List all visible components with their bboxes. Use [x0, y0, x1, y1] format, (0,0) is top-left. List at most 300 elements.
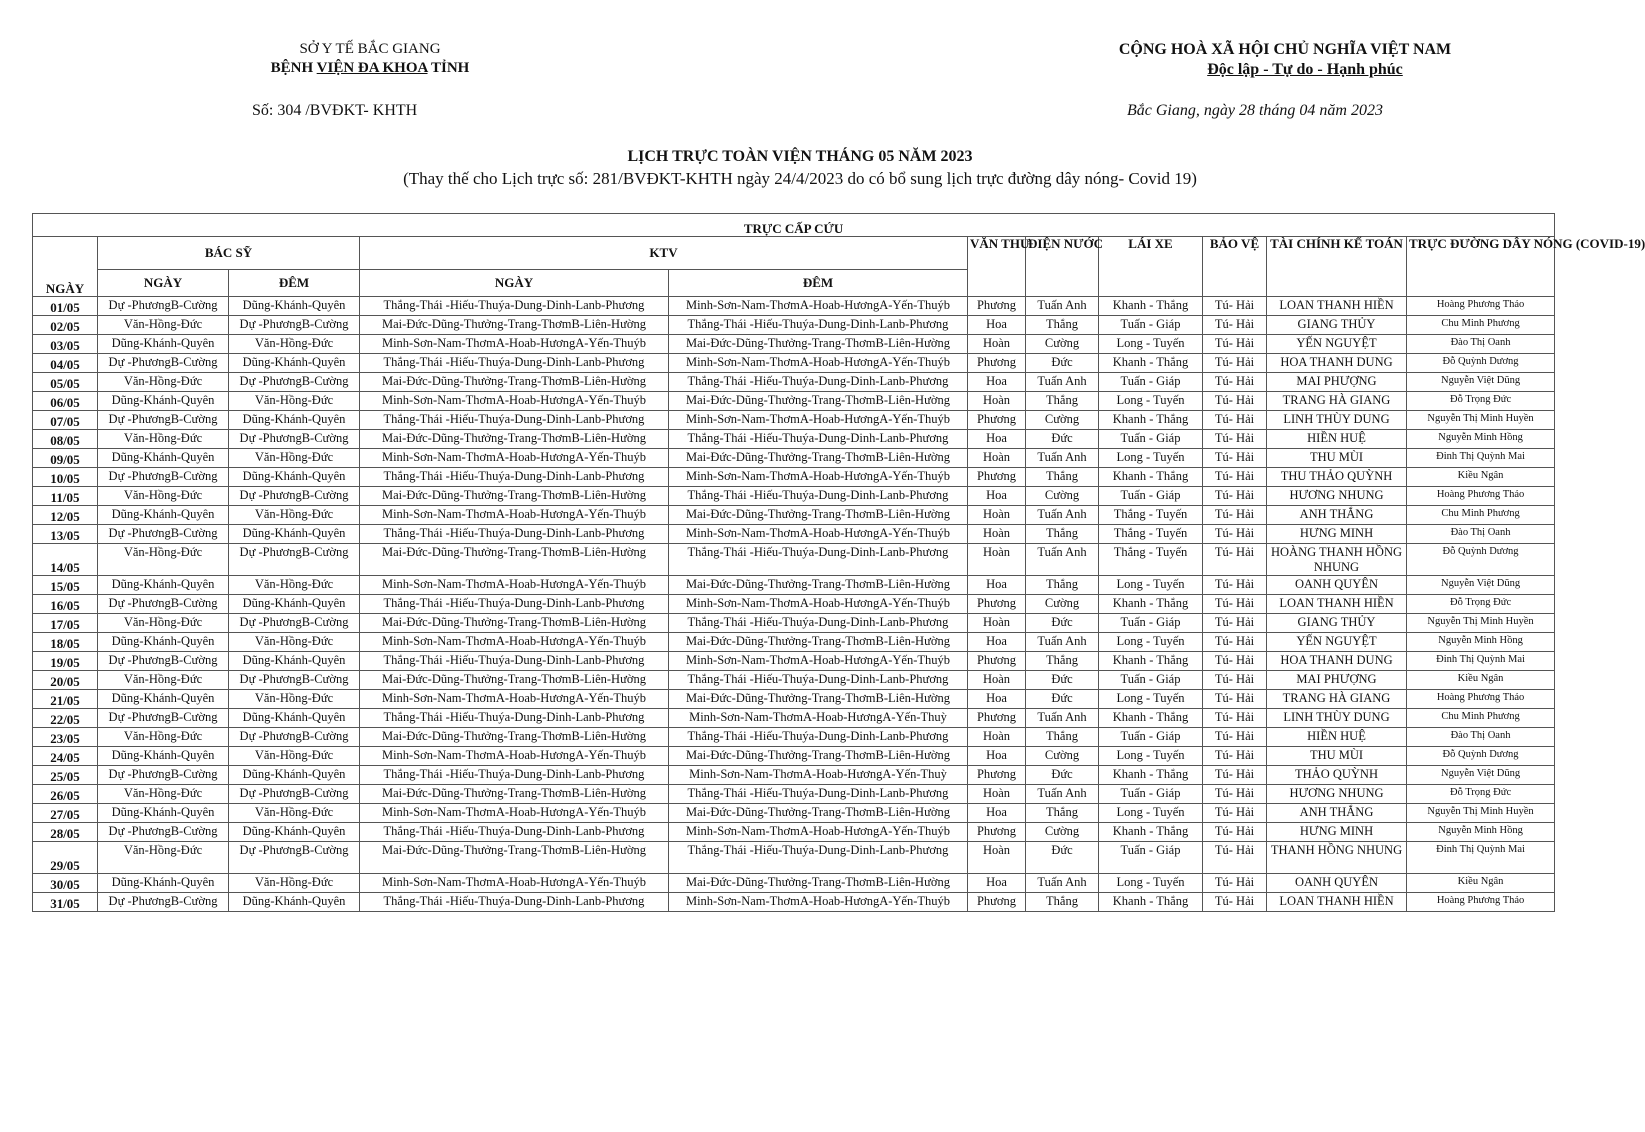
utility-cell: Cường — [1026, 747, 1099, 766]
doctor-night-cell: Dũng-Khánh-Quyên — [229, 525, 360, 544]
date-cell: 17/05 — [33, 614, 98, 633]
finance-cell: THẢO QUỲNH — [1267, 766, 1407, 785]
ktv-night-cell: Thắng-Thái -Hiếu-Thuýa-Dung-Dinh-Lanb-Phương — [669, 316, 968, 335]
ktv-day-cell: Minh-Sơn-Nam-ThơmA-Hoab-HươngA-Yến-Thuýb — [360, 874, 669, 893]
clerk-cell: Hoa — [968, 690, 1026, 709]
utility-cell: Tuấn Anh — [1026, 449, 1099, 468]
hotline-cell: Đinh Thị Quỳnh Mai — [1407, 842, 1555, 874]
utility-cell: Đức — [1026, 354, 1099, 373]
utility-cell: Thắng — [1026, 804, 1099, 823]
driver-cell: Khanh - Thắng — [1099, 354, 1203, 373]
ktv-day-cell: Minh-Sơn-Nam-ThơmA-Hoab-HươngA-Yến-Thuýb — [360, 633, 669, 652]
clerk-cell: Hoa — [968, 633, 1026, 652]
ktv-night-cell: Mai-Đức-Dũng-Thưởng-Trang-ThơmB-Liên-Hường — [669, 506, 968, 525]
security-cell: Tú- Hải — [1203, 335, 1267, 354]
ktv-day-cell: Thắng-Thái -Hiếu-Thuýa-Dung-Dinh-Lanb-Phương — [360, 893, 669, 912]
date-cell: 11/05 — [33, 487, 98, 506]
col-header-ktv: KTV — [360, 237, 968, 270]
driver-cell: Khanh - Thắng — [1099, 766, 1203, 785]
ktv-day-cell: Mai-Đức-Dũng-Thưởng-Trang-ThơmB-Liên-Hường — [360, 316, 669, 335]
ktv-day-cell: Thắng-Thái -Hiếu-Thuýa-Dung-Dinh-Lanb-Phương — [360, 468, 669, 487]
doctor-day-cell: Dũng-Khánh-Quyên — [98, 506, 229, 525]
hotline-cell: Kiều Ngân — [1407, 671, 1555, 690]
security-cell: Tú- Hải — [1203, 823, 1267, 842]
ktv-day-cell: Thắng-Thái -Hiếu-Thuýa-Dung-Dinh-Lanb-Phương — [360, 595, 669, 614]
date-cell: 27/05 — [33, 804, 98, 823]
doctor-night-cell: Dự -PhươngB-Cường — [229, 430, 360, 449]
date-cell: 16/05 — [33, 595, 98, 614]
driver-cell: Tuấn - Giáp — [1099, 842, 1203, 874]
doctor-day-cell: Văn-Hồng-Đức — [98, 373, 229, 392]
hotline-cell: Hoàng Phương Thảo — [1407, 893, 1555, 912]
hotline-cell: Đỗ Trọng Đức — [1407, 785, 1555, 804]
col-header-driver: LÁI XE — [1099, 237, 1203, 297]
doctor-night-cell: Dự -PhươngB-Cường — [229, 785, 360, 804]
utility-cell: Thắng — [1026, 468, 1099, 487]
date-cell: 25/05 — [33, 766, 98, 785]
finance-cell: MAI PHƯỢNG — [1267, 373, 1407, 392]
doctor-day-cell: Văn-Hồng-Đức — [98, 544, 229, 576]
finance-cell: YẾN NGUYỆT — [1267, 335, 1407, 354]
doctor-night-cell: Dự -PhươngB-Cường — [229, 316, 360, 335]
driver-cell: Khanh - Thắng — [1099, 468, 1203, 487]
place-date: Bắc Giang, ngày 28 tháng 04 năm 2023 — [1127, 102, 1383, 119]
finance-cell: LOAN THANH HIỀN — [1267, 893, 1407, 912]
doctor-day-cell: Dũng-Khánh-Quyên — [98, 747, 229, 766]
clerk-cell: Hoàn — [968, 392, 1026, 411]
driver-cell: Tuấn - Giáp — [1099, 430, 1203, 449]
driver-cell: Khanh - Thắng — [1099, 411, 1203, 430]
clerk-cell: Phương — [968, 893, 1026, 912]
security-cell: Tú- Hải — [1203, 392, 1267, 411]
ktv-day-cell: Thắng-Thái -Hiếu-Thuýa-Dung-Dinh-Lanb-Phương — [360, 823, 669, 842]
document-number: Số: 304 /BVĐKT- KHTH — [252, 102, 418, 119]
hotline-cell: Nguyễn Thị Minh Huyền — [1407, 804, 1555, 823]
security-cell: Tú- Hải — [1203, 373, 1267, 392]
table-row — [33, 525, 1555, 544]
col-header-hotline: TRỰC ĐƯỜNG DÂY NÓNG (COVID-19) — [1407, 237, 1555, 297]
doctor-day-cell: Dự -PhươngB-Cường — [98, 652, 229, 671]
ktv-night-cell: Mai-Đức-Dũng-Thưởng-Trang-ThơmB-Liên-Hường — [669, 690, 968, 709]
driver-cell: Tuấn - Giáp — [1099, 316, 1203, 335]
driver-cell: Khanh - Thắng — [1099, 893, 1203, 912]
col-header-doctor-day: NGÀY — [98, 270, 229, 297]
col-header-finance: TÀI CHÍNH KẾ TOÁN — [1267, 237, 1407, 297]
table-row — [33, 823, 1555, 842]
table-row — [33, 576, 1555, 595]
hotline-cell: Kiều Ngân — [1407, 468, 1555, 487]
page-subtitle: (Thay thế cho Lịch trực số: 281/BVĐKT-KHTH ngày 24/4/2023 do có bổ sung lịch trực đường dây nóng- Covid 19) — [403, 169, 1197, 188]
date-cell: 01/05 — [33, 297, 98, 316]
utility-cell: Thắng — [1026, 893, 1099, 912]
hotline-cell: Đào Thị Oanh — [1407, 728, 1555, 747]
doctor-night-cell: Dũng-Khánh-Quyên — [229, 893, 360, 912]
finance-cell: ANH THẮNG — [1267, 804, 1407, 823]
doctor-day-cell: Dự -PhươngB-Cường — [98, 297, 229, 316]
doctor-night-cell: Văn-Hồng-Đức — [229, 335, 360, 354]
ktv-night-cell: Minh-Sơn-Nam-ThơmA-Hoab-HươngA-Yến-Thuýb — [669, 468, 968, 487]
ktv-night-cell: Minh-Sơn-Nam-ThơmA-Hoab-HươngA-Yến-Thuýb — [669, 525, 968, 544]
country-name: CỘNG HOÀ XÃ HỘI CHỦ NGHĨA VIỆT NAM — [1118, 41, 1452, 58]
driver-cell: Khanh - Thắng — [1099, 709, 1203, 728]
date-cell: 21/05 — [33, 690, 98, 709]
table-row — [33, 506, 1555, 525]
utility-cell: Tuấn Anh — [1026, 874, 1099, 893]
utility-cell: Tuấn Anh — [1026, 633, 1099, 652]
hotline-cell: Đào Thị Oanh — [1407, 525, 1555, 544]
security-cell: Tú- Hải — [1203, 652, 1267, 671]
table-row — [33, 297, 1555, 316]
hotline-cell: Nguyễn Thị Minh Huyền — [1407, 411, 1555, 430]
security-cell: Tú- Hải — [1203, 785, 1267, 804]
ktv-day-cell: Minh-Sơn-Nam-ThơmA-Hoab-HươngA-Yến-Thuýb — [360, 449, 669, 468]
finance-cell: LOAN THANH HIỀN — [1267, 595, 1407, 614]
department-name: SỞ Y TẾ BẮC GIANG — [299, 41, 441, 57]
driver-cell: Tuấn - Giáp — [1099, 671, 1203, 690]
doctor-night-cell: Văn-Hồng-Đức — [229, 449, 360, 468]
ktv-day-cell: Minh-Sơn-Nam-ThơmA-Hoab-HươngA-Yến-Thuýb — [360, 506, 669, 525]
date-cell: 18/05 — [33, 633, 98, 652]
table-row — [33, 874, 1555, 893]
doctor-day-cell: Dự -PhươngB-Cường — [98, 468, 229, 487]
clerk-cell: Hoàn — [968, 525, 1026, 544]
utility-cell: Cường — [1026, 595, 1099, 614]
hotline-cell: Chu Minh Phương — [1407, 506, 1555, 525]
finance-cell: HƯNG MINH — [1267, 525, 1407, 544]
clerk-cell: Phương — [968, 595, 1026, 614]
ktv-day-cell: Thắng-Thái -Hiếu-Thuýa-Dung-Dinh-Lanb-Phương — [360, 766, 669, 785]
hotline-cell: Kiều Ngân — [1407, 874, 1555, 893]
date-cell: 08/05 — [33, 430, 98, 449]
security-cell: Tú- Hải — [1203, 411, 1267, 430]
driver-cell: Long - Tuyến — [1099, 874, 1203, 893]
clerk-cell: Phương — [968, 823, 1026, 842]
hotline-cell: Đào Thị Oanh — [1407, 335, 1555, 354]
clerk-cell: Hoàn — [968, 335, 1026, 354]
table-row — [33, 373, 1555, 392]
security-cell: Tú- Hải — [1203, 671, 1267, 690]
finance-cell: HOÀNG THANH HỒNG NHUNG — [1267, 544, 1407, 576]
doctor-night-cell: Văn-Hồng-Đức — [229, 506, 360, 525]
hotline-cell: Đỗ Trọng Đức — [1407, 595, 1555, 614]
table-row — [33, 804, 1555, 823]
utility-cell: Cường — [1026, 411, 1099, 430]
ktv-night-cell: Minh-Sơn-Nam-ThơmA-Hoab-HươngA-Yến-Thuýb — [669, 893, 968, 912]
date-cell: 05/05 — [33, 373, 98, 392]
motto: Độc lập - Tự do - Hạnh phúc — [1207, 61, 1403, 78]
finance-cell: THU MÙI — [1267, 449, 1407, 468]
security-cell: Tú- Hải — [1203, 804, 1267, 823]
utility-cell: Thắng — [1026, 576, 1099, 595]
ktv-day-cell: Thắng-Thái -Hiếu-Thuýa-Dung-Dinh-Lanb-Phương — [360, 652, 669, 671]
hotline-cell: Nguyễn Thị Minh Huyền — [1407, 614, 1555, 633]
finance-cell: ANH THẮNG — [1267, 506, 1407, 525]
col-header-doctor-night: ĐÊM — [229, 270, 360, 297]
finance-cell: MAI PHƯỢNG — [1267, 671, 1407, 690]
date-cell: 19/05 — [33, 652, 98, 671]
doctor-day-cell: Dự -PhươngB-Cường — [98, 823, 229, 842]
clerk-cell: Hoa — [968, 430, 1026, 449]
hospital-name-part: BỆNH — [270, 60, 317, 76]
utility-cell: Tuấn Anh — [1026, 373, 1099, 392]
table-row — [33, 544, 1555, 576]
ktv-day-cell: Thắng-Thái -Hiếu-Thuýa-Dung-Dinh-Lanb-Phương — [360, 354, 669, 373]
date-cell: 28/05 — [33, 823, 98, 842]
doctor-day-cell: Văn-Hồng-Đức — [98, 487, 229, 506]
hotline-cell: Nguyễn Minh Hồng — [1407, 823, 1555, 842]
ktv-night-cell: Mai-Đức-Dũng-Thưởng-Trang-ThơmB-Liên-Hường — [669, 804, 968, 823]
security-cell: Tú- Hải — [1203, 468, 1267, 487]
ktv-night-cell: Thắng-Thái -Hiếu-Thuýa-Dung-Dinh-Lanb-Phương — [669, 728, 968, 747]
finance-cell: THANH HỒNG NHUNG — [1267, 842, 1407, 874]
ktv-night-cell: Minh-Sơn-Nam-ThơmA-Hoab-HươngA-Yến-Thuýb — [669, 652, 968, 671]
security-cell: Tú- Hải — [1203, 747, 1267, 766]
driver-cell: Tuấn - Giáp — [1099, 487, 1203, 506]
clerk-cell: Hoàn — [968, 449, 1026, 468]
security-cell: Tú- Hải — [1203, 316, 1267, 335]
ktv-night-cell: Minh-Sơn-Nam-ThơmA-Hoab-HươngA-Yến-Thuýb — [669, 595, 968, 614]
doctor-day-cell: Văn-Hồng-Đức — [98, 614, 229, 633]
utility-cell: Tuấn Anh — [1026, 506, 1099, 525]
date-cell: 31/05 — [33, 893, 98, 912]
doctor-night-cell: Dũng-Khánh-Quyên — [229, 652, 360, 671]
doctor-day-cell: Văn-Hồng-Đức — [98, 671, 229, 690]
doctor-day-cell: Dự -PhươngB-Cường — [98, 766, 229, 785]
driver-cell: Khanh - Thắng — [1099, 652, 1203, 671]
finance-cell: HIỀN HUỆ — [1267, 430, 1407, 449]
utility-cell: Thắng — [1026, 392, 1099, 411]
doctor-day-cell: Văn-Hồng-Đức — [98, 728, 229, 747]
utility-cell: Đức — [1026, 766, 1099, 785]
clerk-cell: Hoàn — [968, 728, 1026, 747]
utility-cell: Thắng — [1026, 652, 1099, 671]
doctor-night-cell: Dũng-Khánh-Quyên — [229, 823, 360, 842]
ktv-night-cell: Mai-Đức-Dũng-Thưởng-Trang-ThơmB-Liên-Hường — [669, 449, 968, 468]
date-cell: 03/05 — [33, 335, 98, 354]
date-cell: 23/05 — [33, 728, 98, 747]
driver-cell: Long - Tuyến — [1099, 633, 1203, 652]
hotline-cell: Nguyễn Việt Dũng — [1407, 373, 1555, 392]
ktv-day-cell: Mai-Đức-Dũng-Thưởng-Trang-ThơmB-Liên-Hường — [360, 614, 669, 633]
utility-cell: Tuấn Anh — [1026, 709, 1099, 728]
col-header-utility: ĐIỆN NƯỚC — [1026, 237, 1099, 297]
clerk-cell: Phương — [968, 297, 1026, 316]
clerk-cell: Phương — [968, 709, 1026, 728]
national-motto — [1095, 40, 1475, 80]
hotline-cell: Nguyễn Việt Dũng — [1407, 766, 1555, 785]
ktv-night-cell: Mai-Đức-Dũng-Thưởng-Trang-ThơmB-Liên-Hường — [669, 633, 968, 652]
date-cell: 09/05 — [33, 449, 98, 468]
col-header-doctor: BÁC SỸ — [98, 237, 360, 270]
date-cell: 07/05 — [33, 411, 98, 430]
finance-cell: TRANG HÀ GIANG — [1267, 690, 1407, 709]
hospital-name — [240, 59, 500, 78]
clerk-cell: Hoa — [968, 373, 1026, 392]
issuing-organization — [240, 40, 500, 78]
date-cell: 15/05 — [33, 576, 98, 595]
hotline-cell: Hoàng Phương Thảo — [1407, 690, 1555, 709]
finance-cell: LINH THÙY DUNG — [1267, 709, 1407, 728]
table-row — [33, 354, 1555, 373]
section-header: TRỰC CẤP CỨU — [33, 214, 1555, 237]
date-cell: 24/05 — [33, 747, 98, 766]
ktv-day-cell: Minh-Sơn-Nam-ThơmA-Hoab-HươngA-Yến-Thuýb — [360, 392, 669, 411]
security-cell: Tú- Hải — [1203, 354, 1267, 373]
doctor-day-cell: Dũng-Khánh-Quyên — [98, 392, 229, 411]
table-row — [33, 595, 1555, 614]
doctor-day-cell: Văn-Hồng-Đức — [98, 430, 229, 449]
table-row — [33, 614, 1555, 633]
security-cell: Tú- Hải — [1203, 449, 1267, 468]
utility-cell: Thắng — [1026, 525, 1099, 544]
finance-cell: THU MÙI — [1267, 747, 1407, 766]
ktv-night-cell: Mai-Đức-Dũng-Thưởng-Trang-ThơmB-Liên-Hường — [669, 576, 968, 595]
driver-cell: Long - Tuyến — [1099, 576, 1203, 595]
table-row — [33, 728, 1555, 747]
ktv-day-cell: Mai-Đức-Dũng-Thưởng-Trang-ThơmB-Liên-Hường — [360, 671, 669, 690]
utility-cell: Cường — [1026, 335, 1099, 354]
hotline-cell: Đỗ Quỳnh Dương — [1407, 354, 1555, 373]
driver-cell: Thắng - Tuyến — [1099, 544, 1203, 576]
finance-cell: HOA THANH DUNG — [1267, 652, 1407, 671]
date-cell: 13/05 — [33, 525, 98, 544]
ktv-night-cell: Thắng-Thái -Hiếu-Thuýa-Dung-Dinh-Lanb-Phương — [669, 614, 968, 633]
driver-cell: Long - Tuyến — [1099, 690, 1203, 709]
finance-cell: HIỀN HUỆ — [1267, 728, 1407, 747]
driver-cell: Long - Tuyến — [1099, 335, 1203, 354]
ktv-day-cell: Minh-Sơn-Nam-ThơmA-Hoab-HươngA-Yến-Thuýb — [360, 747, 669, 766]
doctor-day-cell: Dự -PhươngB-Cường — [98, 595, 229, 614]
doctor-night-cell: Văn-Hồng-Đức — [229, 576, 360, 595]
doctor-day-cell: Dũng-Khánh-Quyên — [98, 335, 229, 354]
finance-cell: HOA THANH DUNG — [1267, 354, 1407, 373]
clerk-cell: Phương — [968, 652, 1026, 671]
date-cell: 10/05 — [33, 468, 98, 487]
ktv-night-cell: Thắng-Thái -Hiếu-Thuýa-Dung-Dinh-Lanb-Phương — [669, 785, 968, 804]
hotline-cell: Đinh Thị Quỳnh Mai — [1407, 652, 1555, 671]
hotline-cell: Nguyễn Minh Hồng — [1407, 430, 1555, 449]
clerk-cell: Hoa — [968, 747, 1026, 766]
utility-cell: Đức — [1026, 671, 1099, 690]
doctor-night-cell: Dự -PhươngB-Cường — [229, 487, 360, 506]
doctor-night-cell: Dự -PhươngB-Cường — [229, 728, 360, 747]
driver-cell: Tuấn - Giáp — [1099, 373, 1203, 392]
ktv-day-cell: Mai-Đức-Dũng-Thưởng-Trang-ThơmB-Liên-Hường — [360, 728, 669, 747]
utility-cell: Tuấn Anh — [1026, 785, 1099, 804]
doctor-day-cell: Văn-Hồng-Đức — [98, 785, 229, 804]
hotline-cell: Chu Minh Phương — [1407, 316, 1555, 335]
doctor-night-cell: Văn-Hồng-Đức — [229, 392, 360, 411]
date-cell: 12/05 — [33, 506, 98, 525]
clerk-cell: Phương — [968, 354, 1026, 373]
doctor-day-cell: Dũng-Khánh-Quyên — [98, 874, 229, 893]
doctor-night-cell: Văn-Hồng-Đức — [229, 874, 360, 893]
clerk-cell: Phương — [968, 766, 1026, 785]
ktv-night-cell: Thắng-Thái -Hiếu-Thuýa-Dung-Dinh-Lanb-Phương — [669, 373, 968, 392]
date-cell: 22/05 — [33, 709, 98, 728]
hotline-cell: Hoàng Phương Thảo — [1407, 487, 1555, 506]
ktv-night-cell: Thắng-Thái -Hiếu-Thuýa-Dung-Dinh-Lanb-Phương — [669, 842, 968, 874]
schedule-rows — [33, 297, 1555, 912]
doctor-night-cell: Dũng-Khánh-Quyên — [229, 709, 360, 728]
clerk-cell: Hoa — [968, 316, 1026, 335]
doctor-night-cell: Dự -PhươngB-Cường — [229, 671, 360, 690]
hotline-cell: Đinh Thị Quỳnh Mai — [1407, 449, 1555, 468]
clerk-cell: Phương — [968, 411, 1026, 430]
utility-cell: Đức — [1026, 690, 1099, 709]
doctor-day-cell: Văn-Hồng-Đức — [98, 316, 229, 335]
ktv-day-cell: Thắng-Thái -Hiếu-Thuýa-Dung-Dinh-Lanb-Phương — [360, 525, 669, 544]
doctor-night-cell: Văn-Hồng-Đức — [229, 633, 360, 652]
doctor-day-cell: Dũng-Khánh-Quyên — [98, 449, 229, 468]
ktv-day-cell: Minh-Sơn-Nam-ThơmA-Hoab-HươngA-Yến-Thuýb — [360, 576, 669, 595]
ktv-night-cell: Minh-Sơn-Nam-ThơmA-Hoab-HươngA-Yến-Thuýb — [669, 297, 968, 316]
clerk-cell: Hoàn — [968, 842, 1026, 874]
doctor-day-cell: Dũng-Khánh-Quyên — [98, 576, 229, 595]
date-cell: 29/05 — [33, 842, 98, 874]
ktv-night-cell: Thắng-Thái -Hiếu-Thuýa-Dung-Dinh-Lanb-Phương — [669, 544, 968, 576]
doctor-night-cell: Văn-Hồng-Đức — [229, 690, 360, 709]
doctor-night-cell: Dũng-Khánh-Quyên — [229, 411, 360, 430]
doctor-night-cell: Dũng-Khánh-Quyên — [229, 297, 360, 316]
doctor-day-cell: Dự -PhươngB-Cường — [98, 709, 229, 728]
ktv-day-cell: Minh-Sơn-Nam-ThơmA-Hoab-HươngA-Yến-Thuýb — [360, 335, 669, 354]
table-row — [33, 671, 1555, 690]
doctor-night-cell: Văn-Hồng-Đức — [229, 804, 360, 823]
date-cell: 30/05 — [33, 874, 98, 893]
ktv-day-cell: Mai-Đức-Dũng-Thưởng-Trang-ThơmB-Liên-Hường — [360, 842, 669, 874]
clerk-cell: Hoàn — [968, 506, 1026, 525]
date-cell: 06/05 — [33, 392, 98, 411]
clerk-cell: Hoa — [968, 874, 1026, 893]
clerk-cell: Hoàn — [968, 671, 1026, 690]
doctor-night-cell: Dự -PhươngB-Cường — [229, 544, 360, 576]
driver-cell: Khanh - Thắng — [1099, 823, 1203, 842]
security-cell: Tú- Hải — [1203, 576, 1267, 595]
driver-cell: Long - Tuyến — [1099, 449, 1203, 468]
security-cell: Tú- Hải — [1203, 709, 1267, 728]
hospital-name-underlined: VIỆN ĐA KHOA — [316, 60, 428, 76]
doctor-day-cell: Dự -PhươngB-Cường — [98, 411, 229, 430]
security-cell: Tú- Hải — [1203, 690, 1267, 709]
ktv-day-cell: Mai-Đức-Dũng-Thưởng-Trang-ThơmB-Liên-Hường — [360, 785, 669, 804]
table-row — [33, 430, 1555, 449]
ktv-day-cell: Minh-Sơn-Nam-ThơmA-Hoab-HươngA-Yến-Thuýb — [360, 690, 669, 709]
finance-cell: THU THẢO QUỲNH — [1267, 468, 1407, 487]
table-row — [33, 449, 1555, 468]
driver-cell: Thắng - Tuyến — [1099, 525, 1203, 544]
utility-cell: Đức — [1026, 430, 1099, 449]
col-header-ktv-day: NGÀY — [360, 270, 669, 297]
table-row — [33, 709, 1555, 728]
finance-cell: LINH THÙY DUNG — [1267, 411, 1407, 430]
security-cell: Tú- Hải — [1203, 728, 1267, 747]
security-cell: Tú- Hải — [1203, 506, 1267, 525]
doctor-night-cell: Dũng-Khánh-Quyên — [229, 766, 360, 785]
utility-cell: Thắng — [1026, 728, 1099, 747]
finance-cell: YẾN NGUYỆT — [1267, 633, 1407, 652]
table-row — [33, 316, 1555, 335]
ktv-day-cell: Thắng-Thái -Hiếu-Thuýa-Dung-Dinh-Lanb-Phương — [360, 709, 669, 728]
date-cell: 02/05 — [33, 316, 98, 335]
security-cell: Tú- Hải — [1203, 842, 1267, 874]
table-row — [33, 785, 1555, 804]
date-cell: 20/05 — [33, 671, 98, 690]
col-header-clerk: VĂN THƯ — [968, 237, 1026, 297]
hotline-cell: Nguyễn Việt Dũng — [1407, 576, 1555, 595]
table-row — [33, 392, 1555, 411]
driver-cell: Tuấn - Giáp — [1099, 728, 1203, 747]
